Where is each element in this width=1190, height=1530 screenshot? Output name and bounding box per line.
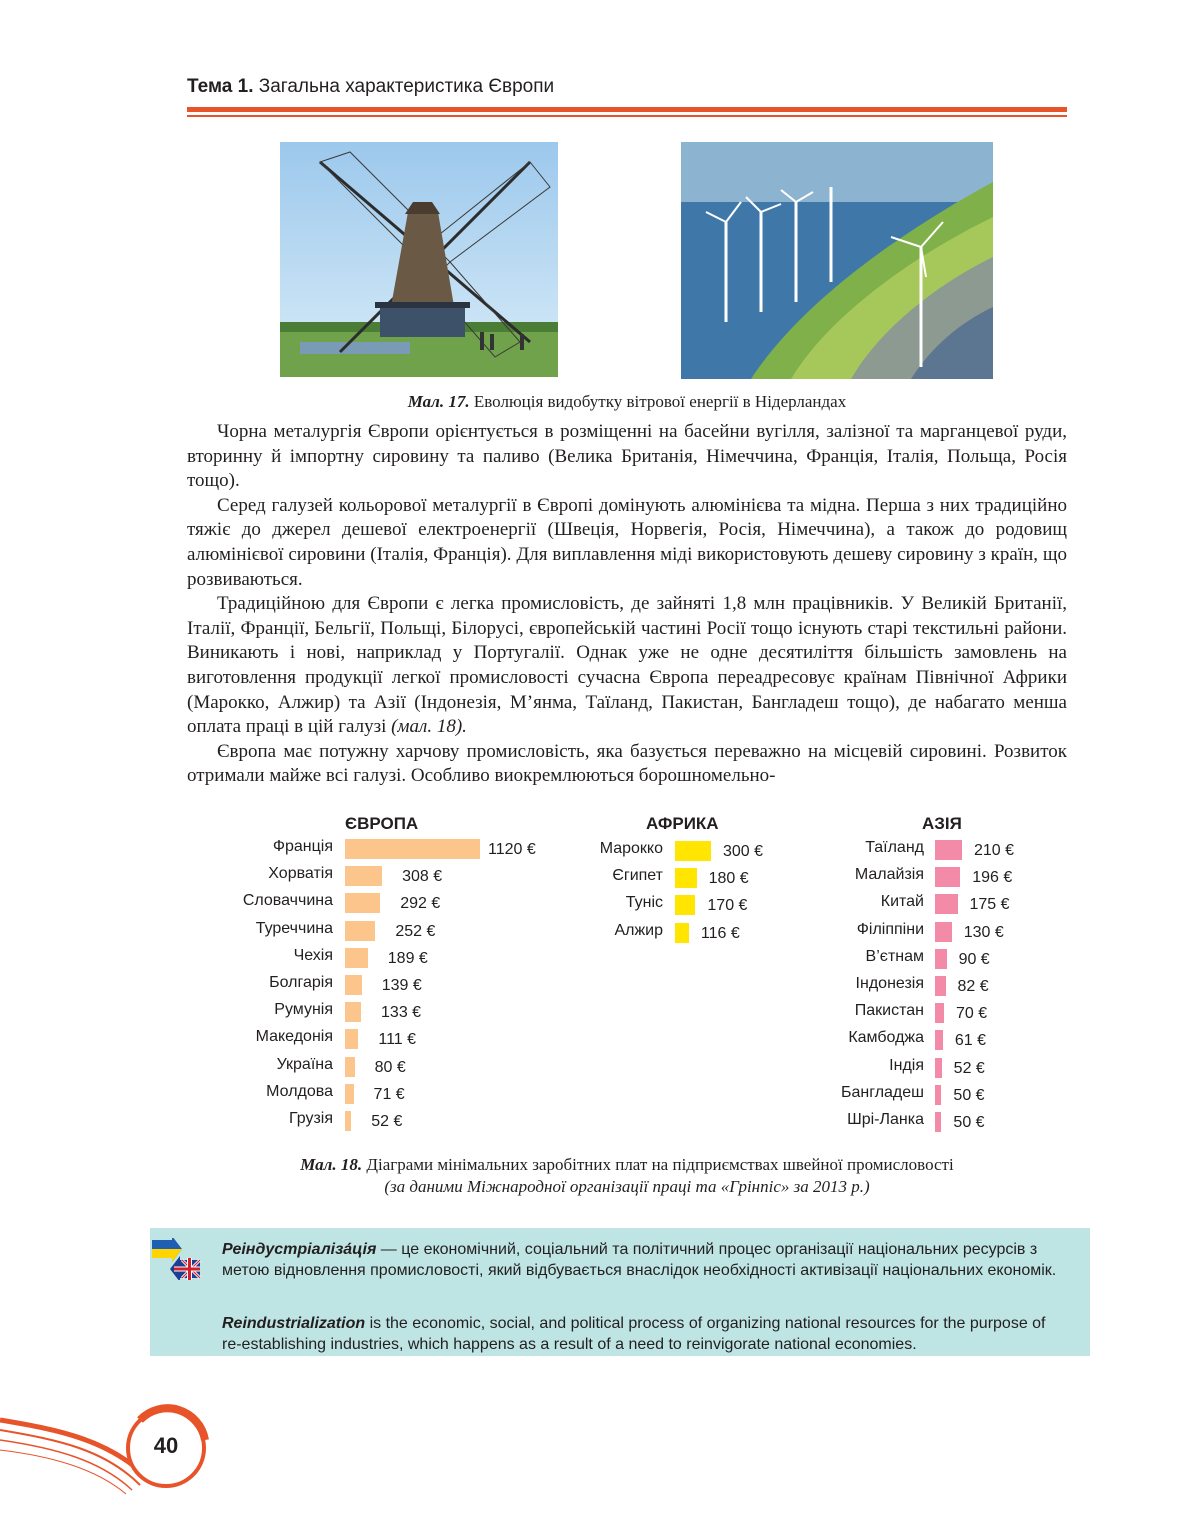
figure-17-text: Еволюція видобутку вітрової енергії в Нідерландах <box>473 392 847 411</box>
asia-category-label: Китай <box>880 893 924 911</box>
glossary-ua-term: Реіндустріаліза́ція <box>222 1241 377 1258</box>
europe-value-label: 52 € <box>371 1113 403 1130</box>
asia-value-label: 52 € <box>953 1059 985 1077</box>
figure-18-line-1 <box>187 1154 1067 1176</box>
europe-value-label: 292 € <box>400 895 441 913</box>
windmill-photo <box>280 142 558 377</box>
asia-category-label: В’єтнам <box>865 947 924 965</box>
europe-category-label: Македонія <box>255 1028 333 1046</box>
europe-chart-title: ЄВРОПА <box>345 814 419 833</box>
topic-title: Загальна характеристика Європи <box>258 76 555 97</box>
asia-value-label: 90 € <box>958 950 990 968</box>
africa-bar <box>675 868 697 888</box>
asia-category-label: Шрі-Ланка <box>847 1111 924 1128</box>
africa-category-label: Алжир <box>614 921 663 939</box>
europe-category-label: Румунія <box>274 1001 333 1019</box>
glossary-en-term: Reindustrialization <box>222 1315 366 1332</box>
asia-bar <box>935 976 946 996</box>
asia-category-label: Індонезія <box>855 975 924 992</box>
asia-category-label: Камбоджа <box>848 1029 924 1047</box>
flags-icon <box>152 1238 202 1280</box>
asia-value-label: 61 € <box>954 1032 986 1050</box>
paragraph-3-text: Традиційною для Європи є легка промисловість, де зайняті 1,8 млн працівників. У Великій Британії, Італії, Франції, Бельгії, Польщі, Білорусі, європейській частині Росії тощо існують старі текстильні райони. Виникають і нові, наприклад у Португалії. Однак уже не одне десятиліття більшість замовлень на виготовлення продукції легкої промисловості сучасна Європа переадресовує країнам Північної Африки (Марокко, Алжир) та Азії (Індонезія, М’янма, Таїланд, Пакистан, Бангладеш тощо), де набагато менша оплата праці в цій галузі <box>187 593 1067 738</box>
asia-bar <box>935 894 958 914</box>
europe-bar <box>345 866 382 886</box>
africa-value-label: 116 € <box>700 924 740 942</box>
asia-value-label: 82 € <box>957 978 989 995</box>
asia-bar <box>935 922 952 942</box>
africa-value-label: 300 € <box>723 843 764 860</box>
africa-value-label: 180 € <box>708 870 749 888</box>
europe-bar <box>345 1084 354 1104</box>
asia-bar <box>935 949 947 969</box>
paragraph-3 <box>187 592 1067 740</box>
asia-category-label: Індія <box>889 1056 924 1074</box>
header-rule-thin <box>187 115 1067 117</box>
europe-category-label: Хорватія <box>268 865 333 883</box>
figure-17-label: Мал. 17. <box>407 392 470 411</box>
europe-bar <box>345 1002 361 1022</box>
europe-category-label: Франція <box>272 838 333 855</box>
europe-bar <box>345 1057 355 1077</box>
europe-category-label: Україна <box>276 1055 333 1073</box>
europe-bar <box>345 1111 351 1131</box>
asia-bar <box>935 1085 941 1105</box>
europe-category-label: Чехія <box>293 946 333 964</box>
figure-18-label: Мал. 18. <box>300 1155 363 1174</box>
figure-18-reference: (мал. 18). <box>391 716 467 738</box>
figure-18-source: (за даними Міжнародної організації праці та «Грінпіс» за 2013 р.) <box>384 1177 870 1196</box>
figure-17-caption <box>187 392 1067 412</box>
figure-18-text: Діаграми мінімальних заробітних плат на підприємствах швейної промисловості <box>366 1155 954 1174</box>
asia-bar <box>935 1058 942 1078</box>
europe-bar <box>345 1029 358 1049</box>
africa-bar <box>675 923 689 943</box>
africa-bar <box>675 895 695 915</box>
glossary-en <box>222 1313 1067 1355</box>
wind-farm-photo <box>681 142 993 379</box>
europe-bar <box>345 975 362 995</box>
asia-category-label: Пакистан <box>854 1002 924 1020</box>
glossary-ua-definition: — це економічний, соціальний та політичний процес організації національних ресурсів з метою відновлення промисловості, який відбувається внаслідок необхідності активізації національних економік. <box>222 1241 1057 1279</box>
europe-category-label: Туреччина <box>255 919 333 937</box>
glossary-en-definition: is the economic, social, and political process of organizing national resources for the purpose of re-establishing industries, which happens as a result of a need to reinvigorate national economies. <box>222 1315 1046 1353</box>
asia-value-label: 70 € <box>956 1005 988 1023</box>
africa-category-label: Туніс <box>625 894 663 912</box>
europe-bar <box>345 948 368 968</box>
europe-bar <box>345 921 375 941</box>
europe-value-label: 308 € <box>402 868 443 886</box>
europe-bar <box>345 839 480 859</box>
asia-category-label: Бангладеш <box>840 1083 924 1101</box>
asia-bar <box>935 1003 944 1023</box>
europe-value-label: 189 € <box>387 949 428 967</box>
asia-bar <box>935 1030 943 1050</box>
asia-value-label: 175 € <box>969 896 1010 914</box>
paragraph-4: Європа має потужну харчову промисловість, яка базується переважно на місцевій сировині. Розвиток отримали майже всі галузі. Особливо виокремлюються борошномельно- <box>187 740 1067 787</box>
asia-category-label: Малайзія <box>854 866 924 884</box>
europe-category-label: Словаччина <box>242 892 333 910</box>
asia-category-label: Філіппіни <box>856 920 924 938</box>
europe-value-label: 252 € <box>395 922 436 940</box>
asia-value-label: 210 € <box>974 842 1015 859</box>
europe-value-label: 80 € <box>374 1058 406 1076</box>
body-text <box>187 420 1067 789</box>
asia-value-label: 50 € <box>953 1086 985 1104</box>
page-number: 40 <box>153 1433 179 1458</box>
asia-category-label: Таїланд <box>865 839 924 856</box>
asia-chart-title: АЗІЯ <box>922 814 962 833</box>
africa-category-label: Марокко <box>599 840 663 857</box>
europe-value-label: 111 € <box>378 1031 417 1049</box>
asia-value-label: 130 € <box>963 923 1004 941</box>
header-rule <box>187 107 1067 112</box>
europe-value-label: 71 € <box>373 1085 405 1103</box>
asia-value-label: 50 € <box>953 1114 985 1131</box>
europe-bar <box>345 893 380 913</box>
europe-value-label: 1120 € <box>488 841 536 858</box>
africa-bar <box>675 841 711 861</box>
europe-value-label: 139 € <box>381 977 422 994</box>
paragraph-2: Серед галузей кольорової металургії в Європі домінують алюмінієва та мідна. Перша з них традиційно тяжіє до джерел дешевої електроенергії (Швеція, Норвегія, Росія, Німеччина), а також до родовищ алюмінієвої сировини (Італія, Франція). Для виплавлення міді використовують дешеву сировину з країн, що розвиваються. <box>187 494 1067 590</box>
europe-category-label: Молдова <box>266 1082 333 1100</box>
europe-category-label: Грузія <box>288 1110 333 1127</box>
asia-bar <box>935 1112 941 1132</box>
paragraph-1: Чорна металургія Європи орієнтується в розміщенні на басейни вугілля, залізної та марганцевої руди, вторинну й імпортну сировину та паливо (Велика Британія, Німеччина, Франція, Італія, Польща, Росія тощо). <box>187 421 1067 492</box>
africa-value-label: 170 € <box>707 897 748 915</box>
asia-value-label: 196 € <box>972 869 1013 887</box>
figure-18-caption <box>187 1154 1067 1198</box>
running-header <box>187 76 554 98</box>
europe-value-label: 133 € <box>381 1004 422 1022</box>
asia-bar <box>935 840 962 860</box>
africa-category-label: Єгипет <box>612 867 663 885</box>
europe-category-label: Болгарія <box>269 974 333 991</box>
glossary-ua <box>222 1239 1067 1281</box>
topic-label: Тема 1. <box>187 76 254 97</box>
asia-bar <box>935 867 960 887</box>
africa-chart-title: АФРИКА <box>646 814 719 833</box>
